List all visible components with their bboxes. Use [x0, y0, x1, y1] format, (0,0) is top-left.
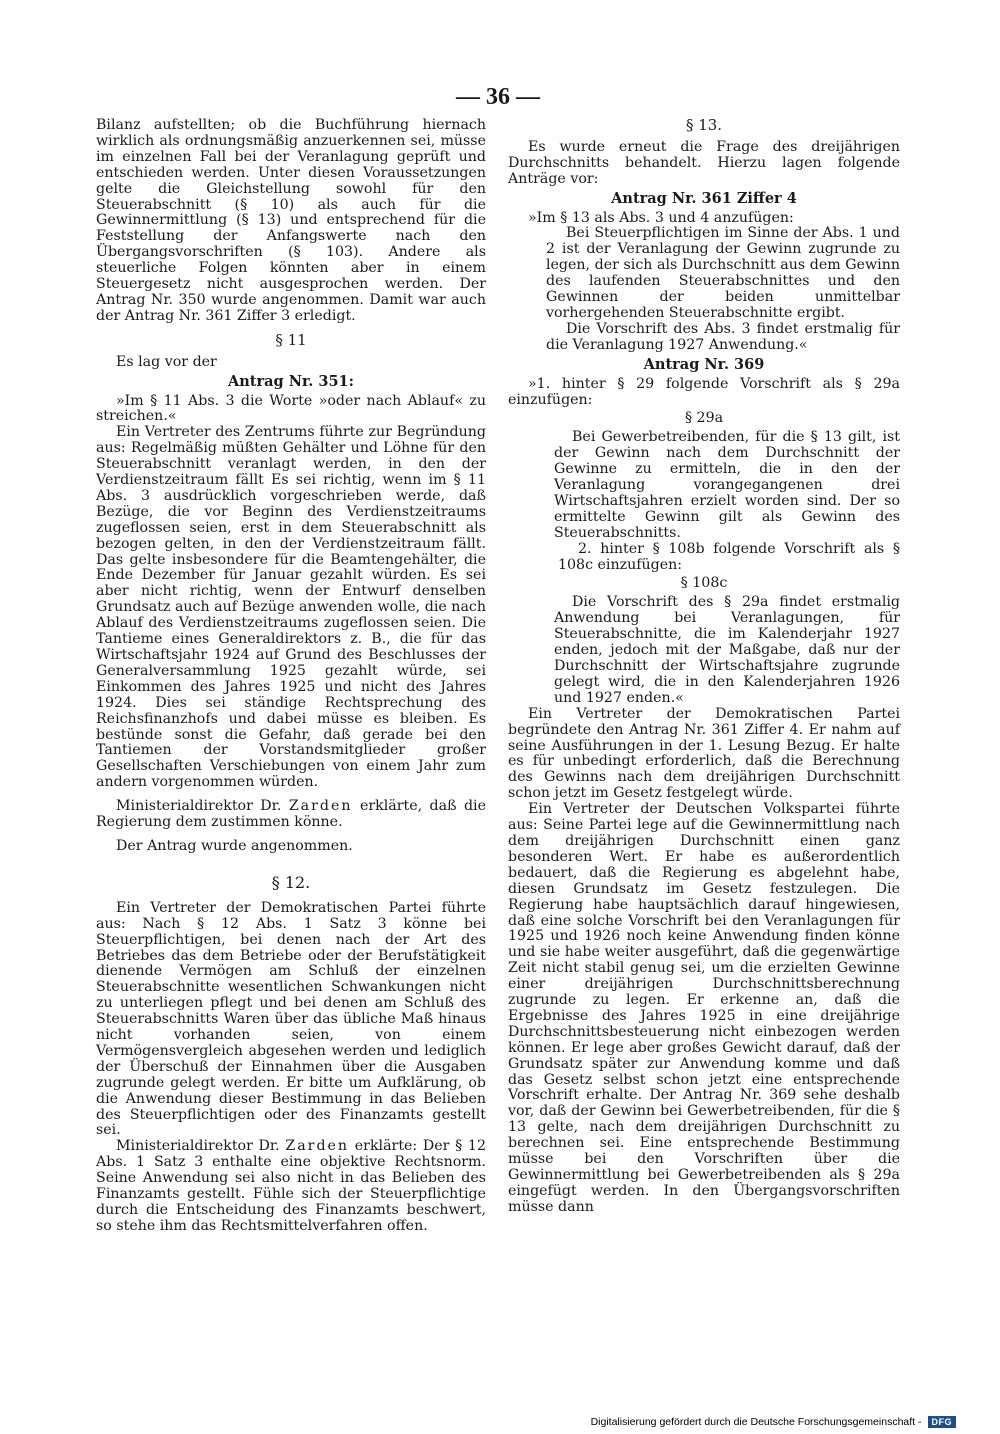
footer-text: Digitalisierung gefördert durch die Deutsche Forschungsgemeinschaft -	[590, 1416, 922, 1428]
section-heading-108c: § 108c	[680, 575, 728, 592]
speaker-title: Ministerialdirektor Dr.	[116, 798, 282, 815]
paragraph	[96, 799, 486, 831]
antrag-351-quote: »Im § 11 Abs. 3 die Worte »oder nach Ablauf« zu streichen.«	[96, 392, 486, 425]
paragraph-text: erklärte: Der § 12 Abs. 1 Satz 3 enthalte eine objektive Rechtsnorm. Seine Anwendung sei also nicht in das Belieben des Finanzamts gestellt. Fühle sich der Steuerpflichtige durch die Entscheidung des Finanzamts beschwert, so stehe ihm das Rechtsmittelverfahren offen.	[96, 1138, 486, 1234]
antrag-361-heading: Antrag Nr. 361 Ziffer 4	[611, 189, 797, 207]
paragraph: Bilanz aufstellten; ob die Buchführung hiernach wirklich als ordnungsmäßig anzuerkennen sei, müsse im einzelnen Fall bei der Veranlagung geprüft und entschieden werden. Unter diesen Voraussetzungen gelte die Gleichstellung sowohl für den Steuerabschnitt (§ 10) als auch für die Gewinnermittlung (§ 13) und entsprechend für die Feststellung der Anfangswerte nach den Übergangsvorschriften (§ 103). Andere als steuerliche Folgen könnten aber in einem Steuergesetz nicht ausgesprochen werden. Der Antrag Nr. 350 wurde angenommen. Damit war auch der Antrag Nr. 361 Ziffer 3 erledigt.	[96, 117, 486, 324]
left-column	[96, 118, 486, 1235]
antrag-369-item-1: »1. hinter § 29 folgende Vorschrift als § 29a einzufügen:	[508, 375, 900, 408]
paragraph: Es lag vor der	[116, 353, 217, 370]
antrag-351-heading: Antrag Nr. 351:	[228, 372, 354, 390]
paragraph: Es wurde erneut die Frage des dreijährigen Durchschnitts behandelt. Hierzu lagen folgende Anträge vor:	[508, 138, 900, 187]
paragraph	[96, 1139, 486, 1234]
paragraph: Der Antrag wurde angenommen.	[116, 837, 353, 854]
paragraph: Ein Vertreter des Zentrums führte zur Begründung aus: Regelmäßig müßten Gehälter und Löhne für den Steuerabschnitt veranlagt werden, in den der Verdienstzeitraum fällt Es sei richtig, wenn im § 11 Abs. 3 ausdrücklich vorgeschrieben werde, daß Bezüge, die vor Beginn des Verdienstzeitraums zugeflossen seien, erst in dem Steuerabschnitt als bezogen gelten, in den der Verdienstzeitraum fällt. Das gelte insbesondere für die Beamtengehälter, die Ende Dezember für Januar gezahlt würden. Es sei aber nicht richtig, wenn der Entwurf denselben Grundsatz auch auf Bezüge anwenden wolle, die nach Ablauf des Verdienstzeitraums zugeflossen seien. Die Tantieme eines Generaldirektors z. B., die für das Wirtschaftsjahr 1924 auf Grund des Beschlusses der Generalversammlung 1925 gezahlt würde, sei Einkommen des Jahres 1925 und nicht des Jahres 1924. Dies sei ständige Rechtsprechung des Reichsfinanzhofs und dabei müsse es bleiben. Es bestünde sonst die Gefahr, daß gerade bei den Tantiemen der Vorstandsmitglieder großer Gesellschaften Verschiebungen von einem Jahr zum andern vorgenommen würden.	[96, 424, 486, 791]
speaker-name: Zarden	[288, 798, 353, 815]
section-heading-29a: § 29a	[684, 410, 724, 427]
section-heading-11: § 11	[275, 330, 307, 349]
antrag-369-heading: Antrag Nr. 369	[643, 355, 765, 373]
footer	[0, 1416, 1000, 1428]
paragraph: Ein Vertreter der Demokratischen Partei führte aus: Nach § 12 Abs. 1 Satz 3 könne bei Steuerpflichtigen, bei denen nach der Art des Betriebes das dem Betriebe oder der Berufstätigkeit dienende Vermögen am Schluß der einzelnen Steuerabschnitte wesentlichen Schwankungen nicht zu unterliegen pflegt und bei denen am Schluß des Steuerabschnitts Waren über das übliche Maß hinaus nicht vorhanden seien, von einem Vermögensvergleich abgesehen werden und lediglich der Überschuß der Einnahmen über die Ausgaben zugrunde gelegt werden. Er bitte um Aufklärung, ob die Anwendung dieser Bestimmung in das Belieben des Steuerpflichtigen oder des Finanzamts gestellt sei.	[96, 899, 486, 1139]
antrag-361-quote-head: »Im § 13 als Abs. 3 und 4 anzufügen:	[528, 209, 794, 226]
right-column	[508, 118, 900, 1216]
page-number: — 36 —	[456, 84, 540, 110]
speaker-title: Ministerialdirektor Dr.	[116, 1138, 280, 1155]
paragraph-text: erklärte, daß die Regierung dem zustimmen könne.	[96, 798, 486, 831]
antrag-369-item-2: 2. hinter § 108b folgende Vorschrift als § 108c einzufügen:	[558, 540, 900, 573]
section-108c-text: Die Vorschrift des § 29a findet erstmalig Anwendung bei Veranlagungen, für Steuerabschnitte, die im Kalenderjahr 1927 enden, jedoch mit der Maßgabe, daß nur der Durchschnitt der Wirtschaftsjahre zugrunde gelegt wird, die in den Kalenderjahren 1926 und 1927 enden.«	[554, 594, 900, 706]
antrag-361-quote-paragraph: Die Vorschrift des Abs. 3 findet erstmalig für die Veranlagung 1927 Anwendung.«	[546, 320, 900, 353]
paragraph: Ein Vertreter der Deutschen Volkspartei führte aus: Seine Partei lege auf die Gewinnermittlung nach dem dreijährigen Durchschnitt einen ganz besonderen Wert. Er habe es außerordentlich bedauert, daß die Regierung es abgelehnt habe, diesen Grundsatz im Gesetz festzulegen. Die Regierung habe hauptsächlich darauf hingewiesen, daß eine solche Vorschrift bei den Veranlagungen für 1925 und 1926 noch keine Anwendung finden könne und sie habe weiter ausgeführt, daß die gegenwärtige Zeit nicht stabil genug sei, um die erzielten Gewinne einer dreijährigen Durchschnittsberechnung zugrunde zu legen. Er erkenne an, daß die Ergebnisse des Jahres 1925 in eine dreijährige Durchschnittsbesteuerung nicht einbezogen werden können. Er lege aber großes Gewicht darauf, daß der Grundsatz später zur Anwendung komme und daß das Gesetz selbst schon jetzt eine entsprechende Vorschrift erhalte. Der Antrag Nr. 369 sehe deshalb vor, daß der Gewinn bei Gewerbetreibenden, für die § 13 gelte, nach dem dreijährigen Durchschnitt zu berechnen sei. Eine entsprechende Bestimmung müsse bei den Vorschriften über die Gewinnermittlung bei Gewerbetreibenden als § 29a eingefügt werden. In den Übergangsvorschriften müsse dann	[508, 801, 900, 1215]
antrag-361-quote-paragraph: Bei Steuerpflichtigen im Sinne der Abs. 1 und 2 ist der Veranlagung der Gewinn zugrunde zu legen, der sich als Durchschnitt aus dem Gewinn des laufenden Steuerabschnittes und den Gewinnen der beiden unmittelbar vorhergehenden Steuerabschnitte ergibt.	[546, 225, 900, 321]
speaker-name: Zarden	[285, 1138, 350, 1155]
section-heading-12: § 12.	[271, 872, 311, 892]
dfg-logo: DFG	[928, 1416, 957, 1428]
paragraph: Ein Vertreter der Demokratischen Partei begründete den Antrag Nr. 361 Ziffer 4. Er nahm auf seine Ausführungen in der 1. Lesung Bezug. Er halte es für unbedingt erforderlich, daß die Berechnung des Gewinns nach dem dreijährigen Durchschnitt schon jetzt im Gesetz festgelegt würde.	[508, 705, 900, 802]
section-29a-text: Bei Gewerbetreibenden, für die § 13 gilt, ist der Gewinn nach dem Durchschnitt der Gewinne zu ermitteln, die in den der Veranlagung vorangegangenen drei Wirtschaftsjahren erzielt worden sind. Der so ermittelte Gewinn gilt als Gewinn des Steuerabschnitts.	[554, 429, 900, 541]
section-heading-13: § 13.	[685, 116, 723, 134]
